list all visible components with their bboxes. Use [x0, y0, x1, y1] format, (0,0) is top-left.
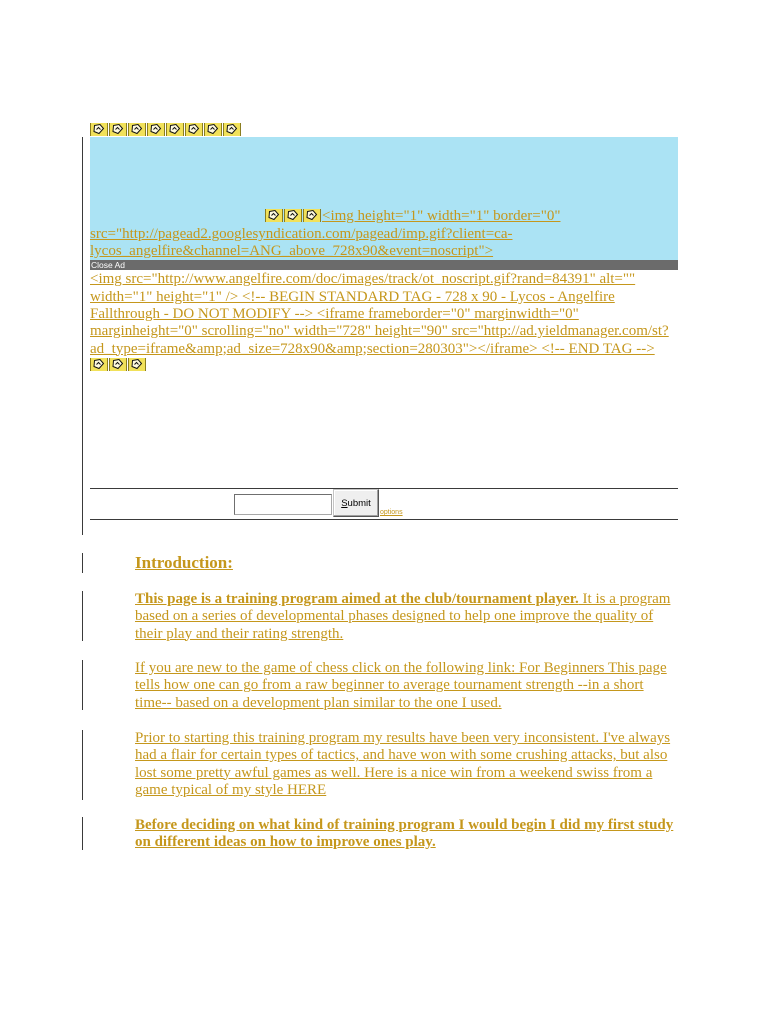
ad-code-bottom-text[interactable]: <img src="http://www.angelfire.com/doc/images/track/ot_noscript.gif?rand=84391" alt="" width="1" height="1" /> <!-- BEGIN STANDARD TAG - 728 x 90 - Lycos - Angelfire Fallthrough - DO NOT MODIFY --> <iframe frameborder="0" marginwidth="0" marginheight="0" scrolling="no" width="728" height="90" src="http://ad.yieldmanager.com/st? ad_type=iframe&amp;ad_size=728x90&amp;section=280303"></iframe> <!-- END TAG -->	[90, 271, 669, 357]
intro-paragraph-4	[82, 817, 735, 850]
broken-image-icon	[90, 123, 108, 136]
search-bottom-divider	[90, 519, 678, 520]
ad-banner[interactable]	[90, 137, 678, 260]
paragraph-1-text	[135, 591, 735, 643]
broken-image-icon	[109, 358, 127, 371]
left-border-line	[82, 137, 83, 535]
intro-heading[interactable]: Introduction:	[135, 553, 233, 572]
intro-paragraph-2	[82, 660, 735, 710]
broken-image-icon	[90, 358, 108, 371]
search-top-divider	[90, 488, 678, 489]
ad-banner-content	[90, 208, 710, 260]
broken-image-icon	[204, 123, 222, 136]
paragraph-1-lead[interactable]: This page is a training program aimed at the club/tournament player.	[135, 591, 579, 607]
submit-button[interactable]	[333, 489, 379, 517]
broken-image-icon	[223, 123, 241, 136]
ad-code-top-text[interactable]: <img height="1" width="1" border="0" src="http://pagead2.googlesyndication.com/pagead/imp.gif?client=ca- lycos_angelfire&channel=ANG_above_728x90&event=noscript">	[90, 208, 561, 259]
submit-button-label: Submit	[341, 497, 371, 509]
intro-paragraph-3	[82, 730, 735, 800]
intro-paragraph-1	[82, 591, 735, 641]
broken-image-icon	[147, 123, 165, 136]
intro-heading-section	[82, 553, 735, 573]
search-input[interactable]	[234, 494, 332, 515]
paragraph-4-text[interactable]: Before deciding on what kind of training program I would begin I did my first study on different ideas on how to improve ones play.	[135, 817, 674, 851]
broken-image-icon	[185, 123, 203, 136]
ad-close-bar	[90, 260, 678, 270]
broken-image-icon	[284, 209, 302, 222]
broken-image-icon	[109, 123, 127, 136]
broken-image-icon	[128, 123, 146, 136]
paragraph-1-body[interactable]: It is a program based on a series of developmental phases designed to help one improve the quality of their play and their rating strength.	[135, 591, 671, 642]
paragraph-2-text[interactable]: If you are new to the game of chess click on the following link: For Beginners This page tells how one can go from a raw beginner to average tournament strength --in a short time-- based on a development plan similar to the one I used.	[135, 660, 667, 711]
options-link[interactable]: options	[380, 509, 403, 516]
top-image-placeholder-row	[90, 123, 241, 136]
broken-image-icon	[265, 209, 283, 222]
broken-image-icon	[303, 209, 321, 222]
bottom-image-placeholder-row	[90, 358, 146, 371]
paragraph-3-text[interactable]: Prior to starting this training program my results have been very inconsistent. I've always had a flair for certain types of tactics, and have won with some crushing attacks, but also lost some pretty awful games as well. Here is a nice win from a weekend swiss from a game typical of my style HERE	[135, 730, 671, 798]
broken-image-icon	[128, 358, 146, 371]
broken-image-icon	[166, 123, 184, 136]
close-ad-button[interactable]: Close Ad	[91, 260, 126, 270]
